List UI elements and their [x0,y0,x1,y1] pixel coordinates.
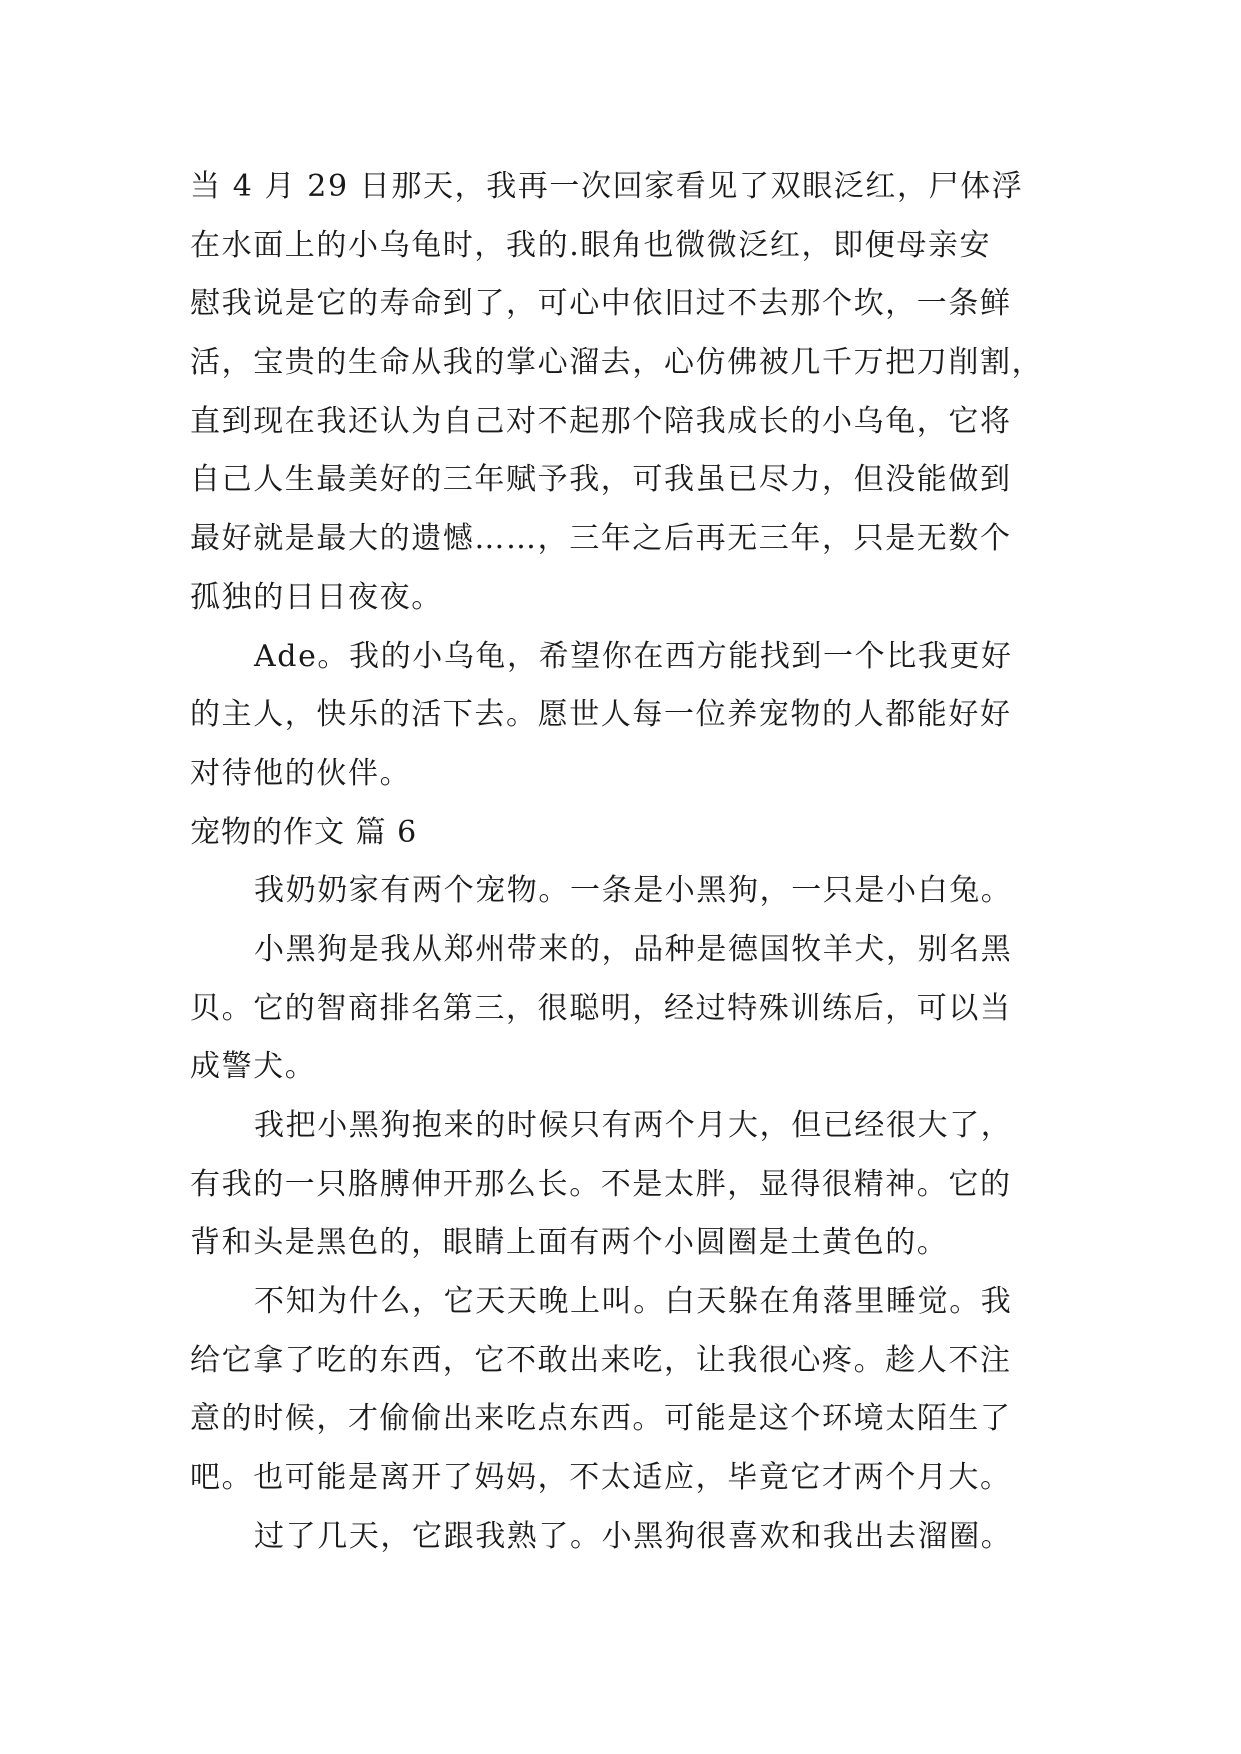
text-line: 最好就是最大的遗憾……，三年之后再无三年，只是无数个 [190,521,1012,557]
text-line: 自己人生最美好的三年赋予我，可我虽已尽力，但没能做到 [190,462,1012,498]
text-line: 背和头是黑色的，眼睛上面有两个小圆圈是土黄色的。 [190,1225,949,1261]
text-line: 活，宝贵的生命从我的掌心溜去，心仿佛被几千万把刀削割， [190,345,1044,381]
text-line: 有我的一只胳膊伸开那么长。不是太胖，显得很精神。它的 [190,1166,1012,1202]
text-line: 小黑狗是我从郑州带来的，品种是德国牧羊犬，别名黑 [254,931,1013,967]
text-line: 我奶奶家有两个宠物。一条是小黑狗，一只是小白兔。 [254,873,1013,909]
text-line: 不知为什么，它天天晚上叫。白天躲在角落里睡觉。我 [254,1284,1013,1320]
section-heading: 宠物的作文 篇 6 [190,814,418,850]
text-line: 给它拿了吃的东西，它不敢出来吃，让我很心疼。趁人不注 [190,1342,1012,1378]
text-line: 在水面上的小乌龟时，我的.眼角也微微泛红，即便母亲安 [190,227,992,263]
text-line: 慰我说是它的寿命到了，可心中依旧过不去那个坎，一条鲜 [190,286,1012,322]
text-line: 的主人，快乐的活下去。愿世人每一位养宠物的人都能好好 [190,697,1012,733]
text-line: 当 4 月 29 日那天，我再一次回家看见了双眼泛红，尸体浮 [190,169,1024,204]
text-line: 贝。它的智商排名第三，很聪明，经过特殊训练后，可以当 [190,990,1012,1026]
text-line: 成警犬。 [190,1049,317,1085]
text-line: 吧。也可能是离开了妈妈，不太适应，毕竟它才两个月大。 [190,1460,1012,1496]
document-body [190,158,1080,1567]
text-line: 对待他的伙伴。 [190,755,412,791]
text-line: Ade。我的小乌龟，希望你在西方能找到一个比我更好 [254,638,1013,674]
text-line: 直到现在我还认为自己对不起那个陪我成长的小乌龟，它将 [190,403,1012,439]
text-line: 过了几天，它跟我熟了。小黑狗很喜欢和我出去溜圈。 [254,1518,1013,1554]
text-line: 意的时候，才偷偷出来吃点东西。可能是这个环境太陌生了 [190,1401,1012,1437]
text-line: 孤独的日日夜夜。 [190,579,443,615]
text-line: 我把小黑狗抱来的时候只有两个月大，但已经很大了， [254,1108,1013,1143]
